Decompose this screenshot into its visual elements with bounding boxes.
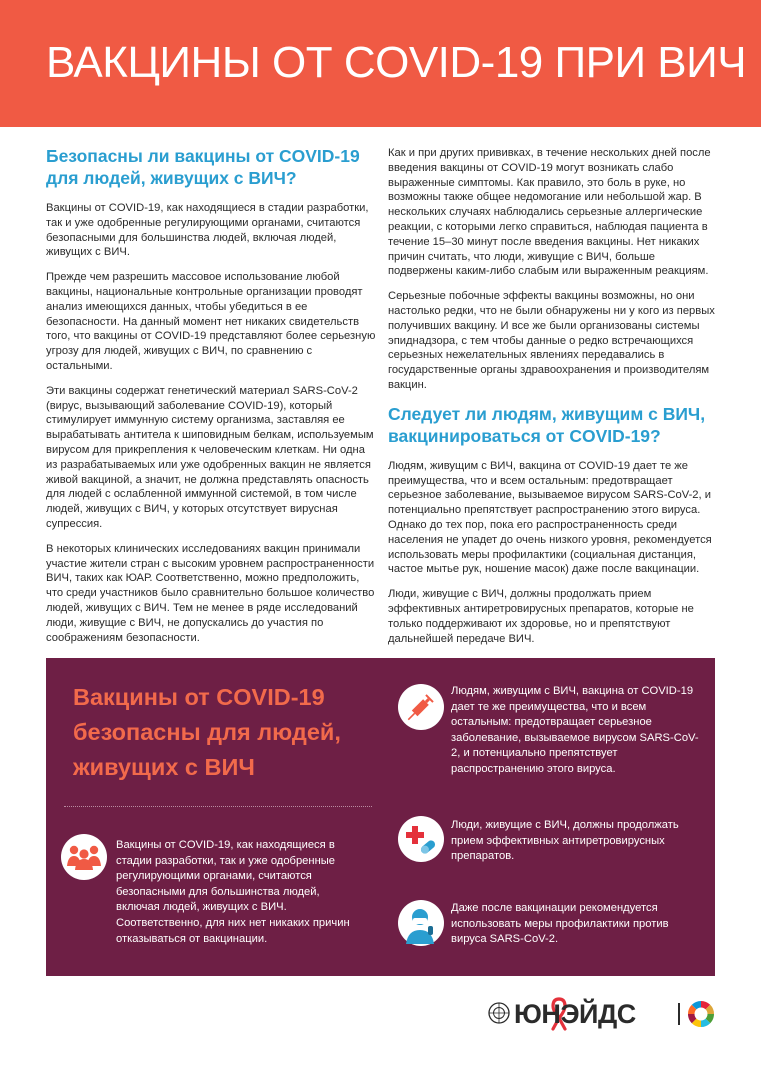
syringe-text: Людям, живущим с ВИЧ, вакцина от COVID-19 дает те же преимущества, что и всем остальным: предотвращает серьезное заболевание, вызываемое вирусом SARS-CoV-2, и потенциально препятствует распространению этого вируса. (451, 685, 699, 775)
mask-text: Даже после вакцинации рекомендуется использовать меры профилактики против вируса SARS-CoV-2. (451, 902, 669, 946)
medicine-cross-icon (398, 816, 444, 862)
group-text: Вакцины от COVID-19, как находящиеся в стадии разработки, так и уже одобренные регулирующими органами, считаются безопасными для большинства людей, включая людей, живущих с ВИЧ. Соответственно, для них нет никаких причин отказываться от вакцинации. (116, 839, 350, 945)
section-heading-safety: Безопасны ли вакцины от COVID-19 для людей, живущих с ВИЧ? (46, 146, 360, 188)
paragraph: Людям, живущим с ВИЧ, вакцина от COVID-19 дает те же преимущества, что и всем остальным: предотвращает серьезное заболевание, вызываемое вирусом SARS-CoV-2, и потенциально препятствует распространению этого вируса. Однако до тех пор, пока его распространенность среди населения не упадет до очень низкого уровня, рекомендуется использовать меры профилактики (социальная дистанция, частое мытье рук, ношение масок) даже после вакцинации. (388, 459, 712, 576)
logo-separator (678, 1003, 680, 1025)
medicine-text: Люди, живущие с ВИЧ, должны продолжать прием эффективных антиретровирусных препаратов. (451, 819, 679, 863)
un-emblem-icon (487, 1001, 511, 1025)
paragraph: Серьезные побочные эффекты вакцины возможны, но они настолько редки, что не были обнаружены ни у кого из первых получивших вакцину. И все же были организованы системы эпиднадзора, с тем чтобы данные о редко встречающихся серьезных нежелательных явлениях передавались в государственные органы здравоохранения и производителям вакцин. (388, 290, 715, 391)
logo-wordmark: ЮНЭЙДС (514, 999, 636, 1029)
unaids-logo (487, 997, 719, 1037)
right-column (388, 146, 718, 656)
paragraph: Эти вакцины содержат генетический материал SARS-CoV-2 (вирус, вызывающий заболевание COVID-19), который стимулирует иммунную систему организма, заставляя ее вырабатывать антитела к шиповидным белкам, используемым вирусом для прикрепления к человеческим клеткам. Ни одна из разрабатываемых или уже одобренных вакцин не является живой вакциной, а значит, не должна представлять опасность для людей с ослабленной иммунной системой, в том числе людей, живущих с ВИЧ, у которых отсутствует вирусная супрессия. (46, 384, 374, 530)
paragraph: Вакцины от COVID-19, как находящиеся в стадии разработки, так и уже одобренные регулирующими органами, считаются безопасными для большинства людей, включая людей, живущих с ВИЧ. (46, 202, 369, 259)
paragraph: Люди, живущие с ВИЧ, должны продолжать прием эффективных антиретровирусных препаратов, которые не только поддерживают их здоровье, но и препятствуют дальнейшей передаче ВИЧ. (388, 588, 694, 645)
paragraph: Прежде чем разрешить массовое использование любой вакцины, национальные контрольные организации проводят анализ имеющихся данных, чтобы убедиться в ее безопасности. На данный момент нет никаких свидетельств того, что вакцины от COVID-19 представляют более серьезную угрозу для людей, живущих с ВИЧ, по сравнению с остальными. (46, 271, 376, 372)
syringe-icon (398, 684, 444, 730)
mask-person-icon (398, 900, 444, 946)
title-banner (0, 0, 761, 127)
summary-title: Вакцины от COVID-19 безопасны для людей, живущих с ВИЧ (73, 684, 341, 780)
page-title: ВАКЦИНЫ ОТ COVID-19 ПРИ ВИЧ (46, 38, 747, 87)
sdg-wheel-icon (687, 1000, 715, 1028)
paragraph: Как и при других прививках, в течение нескольких дней после введения вакцины от COVID-19 могут возникать слабо выраженные симптомы. Как правило, это боль в руке, но возможны также общее недомогание или небольшой жар. В нескольких случаях наблюдались серьезные аллергические реакции, с которыми легко справиться, наблюдая пациента в течение 15–30 минут после введения вакцины. Нет никаких причин считать, что люди, живущие с ВИЧ, больше подвержены каким-либо слабым или выраженным реакциям. (388, 147, 711, 278)
dotted-divider (64, 806, 372, 807)
summary-box (46, 658, 715, 976)
section-heading-vaccination: Следует ли людям, живущим с ВИЧ, вакцинироваться от COVID-19? (388, 403, 706, 446)
paragraph: В некоторых клинических исследованиях вакцин принимали участие жители стран с высоким уровнем распространенности ВИЧ, таких как ЮАР. Соответственно, можно предположить, что среди участников было сравнительно большое количество людей, живущих с ВИЧ. Тем не менее в ряде исследований люди, живущие с ВИЧ, не допускались до участия по соображениям безопасности. (46, 542, 375, 644)
left-column (46, 145, 376, 655)
people-group-icon (61, 834, 107, 880)
